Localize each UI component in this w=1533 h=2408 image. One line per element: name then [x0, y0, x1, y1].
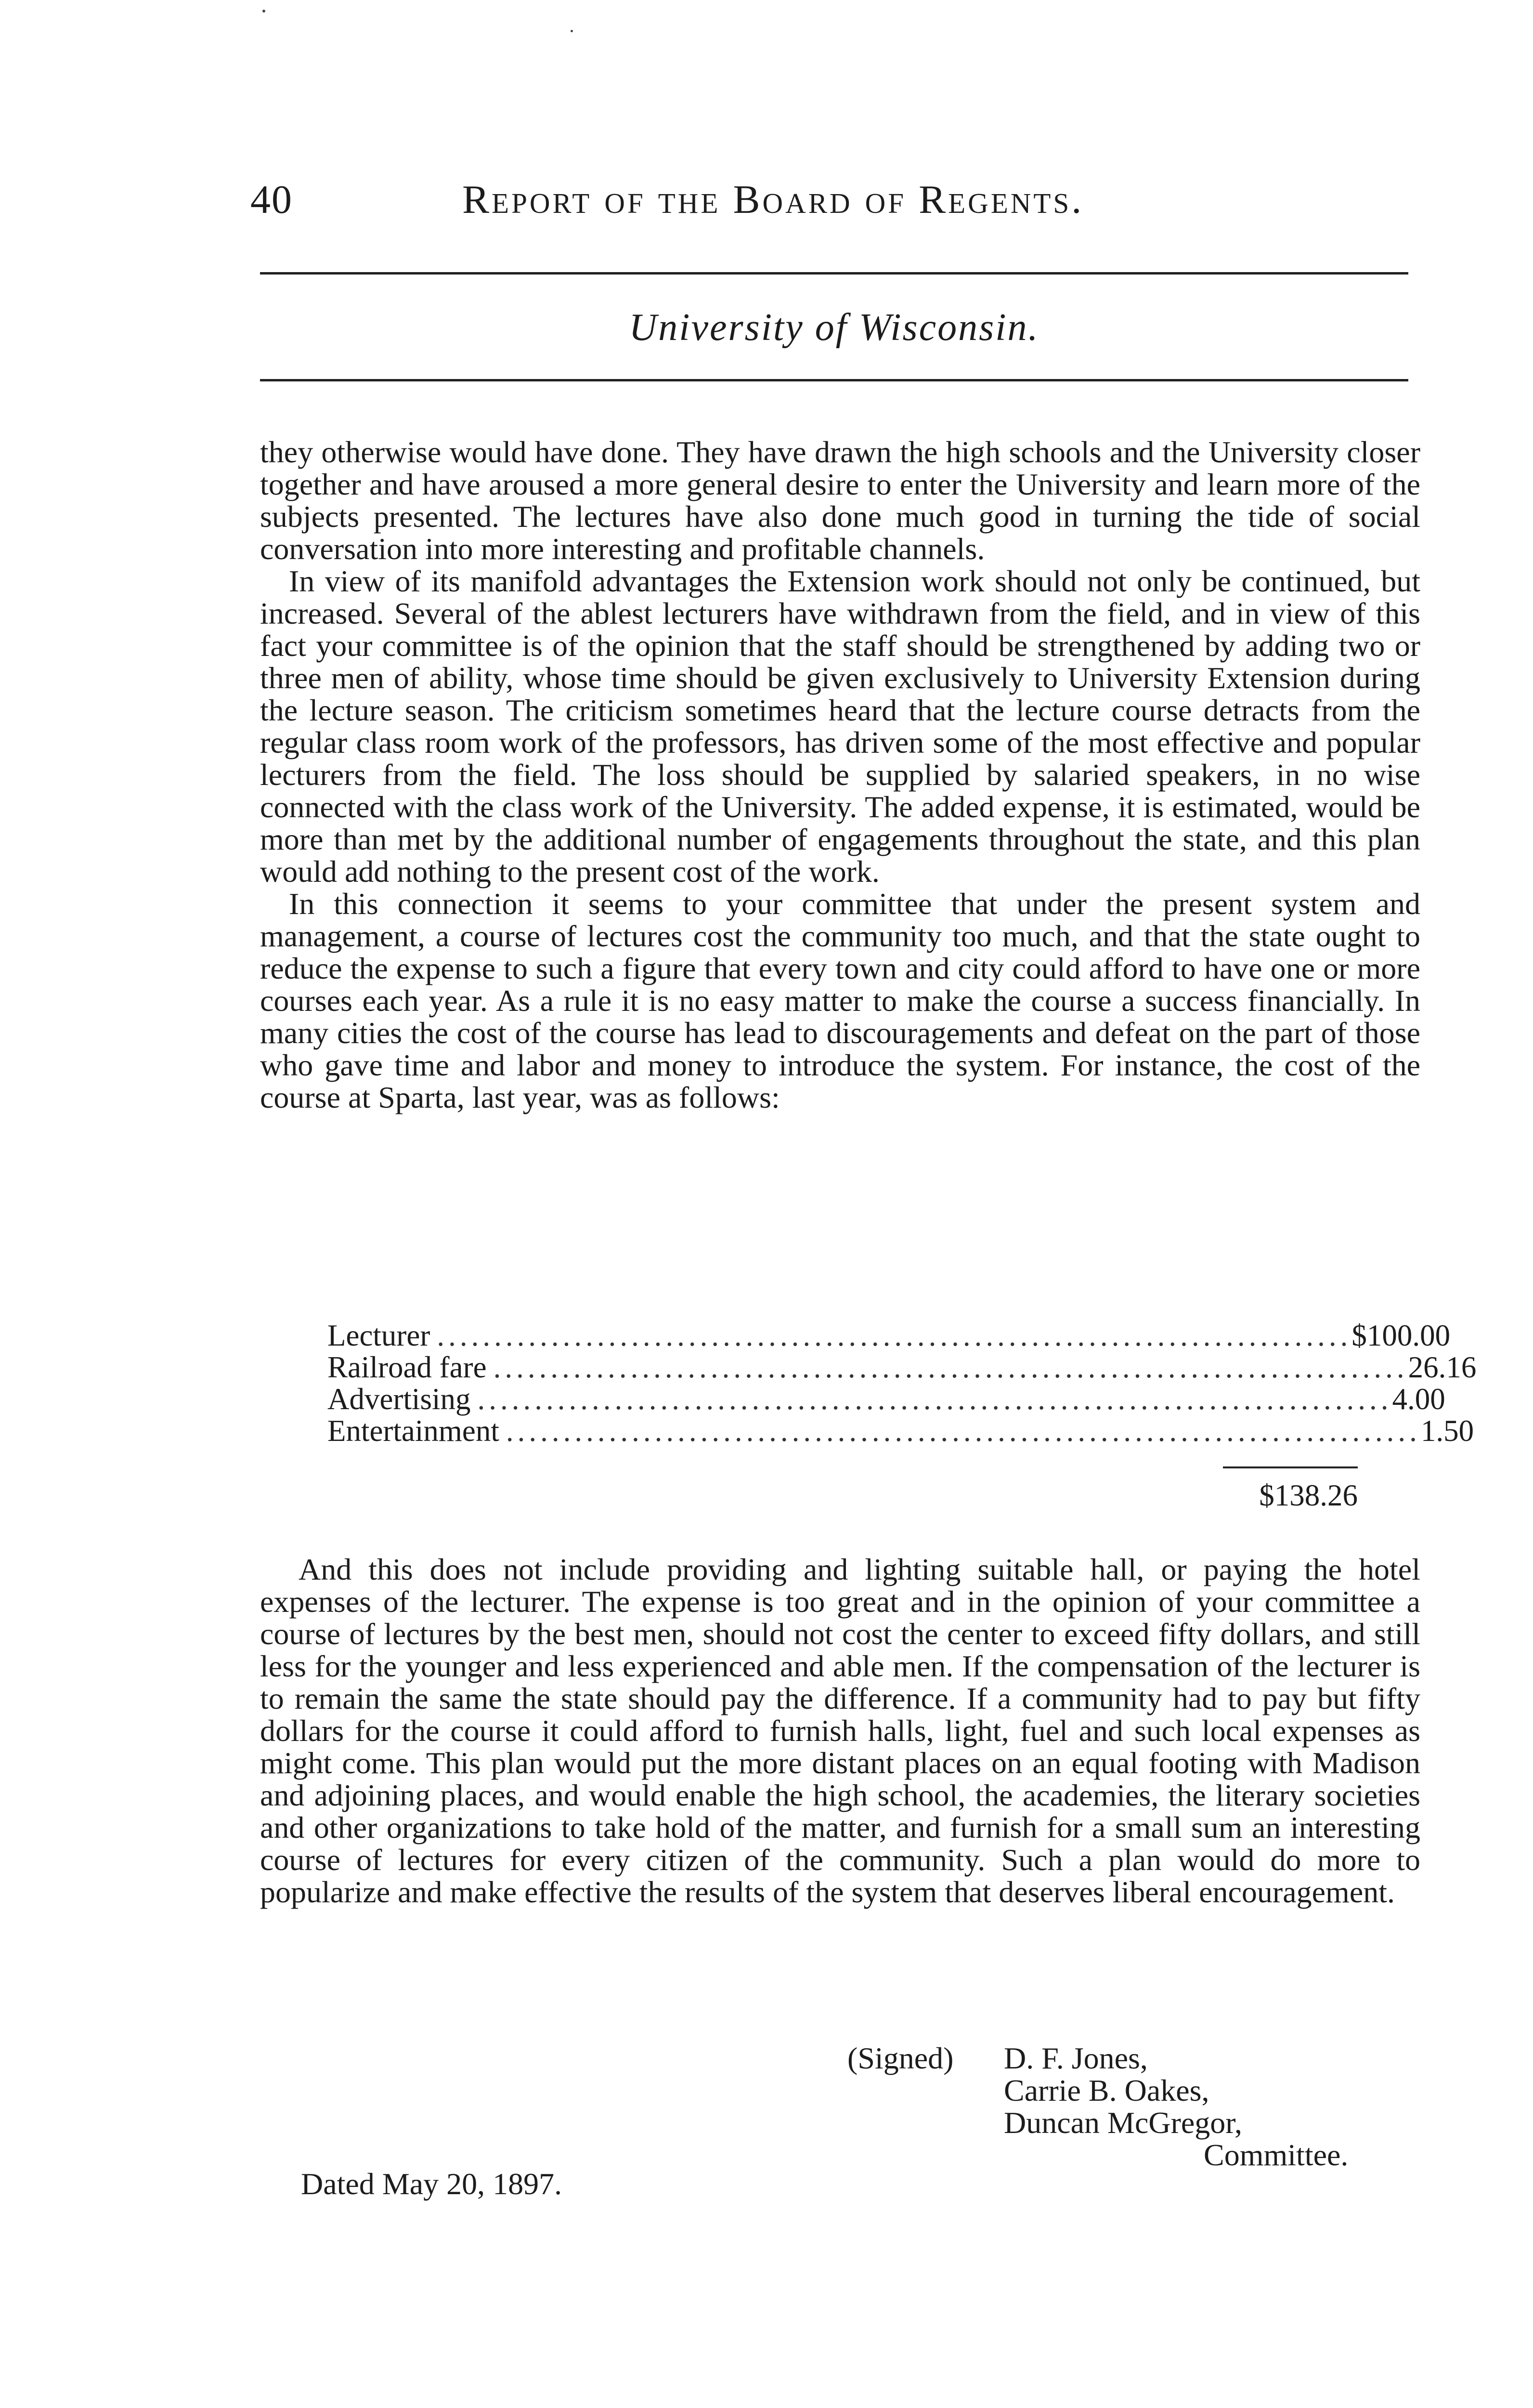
cost-label: Lecturer [327, 1319, 430, 1352]
header-rule-top [260, 272, 1408, 275]
cost-label: Railroad fare [327, 1350, 487, 1384]
cost-table [327, 1319, 1477, 1448]
paragraph: And this does not include providing and lighting suitable hall, or paying the hotel expenses of the lecturer. The expense is too great and in the opinion of your committee a course of lectures by the best men, should not cost the center to exceed fifty dollars, and still less for the younger and less experienced and able men. If the compensation of the lecturer is to remain the same the state should pay the difference. If a community had to pay but fifty dollars for the course it could afford to furnish halls, light, fuel and such local expenses as might come. This plan would put the more distant places on an equal footing with Madison and adjoining places, and would enable the high school, the academies, the literary societies and other organizations to take hold of the matter, and furnish for a small sum an interesting course of lectures for every citizen of the community. Such a plan would do more to popularize and make effective the results of the system that deserves liberal encouragement. [260, 1552, 1420, 1909]
cost-total: $138.26 [1259, 1479, 1358, 1512]
paragraph: they otherwise would have done. They have drawn the high schools and the University closer together and have aroused a more general desire to enter the University and learn more of the subjects presented. The lectures have also done much good in turning the tide of social conversation into more interesting and profitable channels. [260, 435, 1420, 566]
committee-label: Committee. [1204, 2138, 1349, 2172]
signature-line [847, 2042, 1377, 2074]
signatory-name: D. F. Jones, [1004, 2041, 1148, 2075]
dot-leader: ................................................................................ [477, 1382, 1392, 1416]
cost-row [327, 1319, 1451, 1352]
date-line: Dated May 20, 1897. [301, 2167, 562, 2201]
total-rule [1223, 1466, 1358, 1468]
cost-amount: 4.00 [1392, 1382, 1445, 1416]
body-text-lower [260, 1553, 1420, 1908]
cost-row [327, 1350, 1477, 1384]
print-speck [262, 10, 265, 13]
dot-leader: ................................................................................ [437, 1319, 1352, 1352]
signatory-name: Duncan McGregor, [1004, 2106, 1243, 2140]
cost-label: Entertainment [327, 1414, 499, 1448]
cost-row [327, 1382, 1445, 1416]
signature-line [847, 2139, 1377, 2171]
cost-amount: 1.50 [1420, 1414, 1474, 1448]
cost-amount: $100.00 [1351, 1319, 1451, 1352]
dot-leader: ................................................................................ [506, 1414, 1421, 1448]
body-text-upper [260, 436, 1420, 1113]
page-header [250, 171, 1416, 229]
running-title: Report of the Board of Regents. [462, 177, 1084, 222]
signature-block [847, 2042, 1377, 2171]
paragraph: In view of its manifold advantages the Extension work should not only be continued, but increased. Several of the ablest lecturers have withdrawn from the field, and in view of this fact your committee is of the opinion that the staff should be strengthened by adding two or three men of ability, whose time should be given exclusively to University Extension during the lecture season. The criticism sometimes heard that the lecture course detracts from the regular class room work of the professors, has driven some of the most effective and popular lecturers from the field. The loss should be supplied by salaried speakers, in no wise connected with the class work of the University. The added expense, it is estimated, would be more than met by the additional number of engagements throughout the state, and this plan would add nothing to the present cost of the work. [260, 564, 1420, 889]
signature-line [847, 2107, 1377, 2139]
signed-prefix: (Signed) [847, 2041, 954, 2075]
page-number: 40 [250, 177, 293, 222]
section-subtitle: University of Wisconsin. [629, 306, 1039, 349]
cost-amount: 26.16 [1408, 1350, 1477, 1384]
signature-line [847, 2074, 1377, 2107]
paragraph: In this connection it seems to your committee that under the present system and management, a course of lectures cost the community too much, and that the state ought to reduce the expense to such a figure that every town and city could afford to have one or more courses each year. As a rule it is no easy matter to make the course a success financially. In many cities the cost of the course has lead to discouragements and defeat on the part of those who gave time and labor and money to introduce the system. For instance, the cost of the course at Sparta, last year, was as follows: [260, 887, 1420, 1114]
dot-leader: ................................................................................ [493, 1350, 1408, 1384]
signatory-name: Carrie B. Oakes, [1004, 2073, 1209, 2107]
print-speck [571, 30, 573, 32]
cost-row [327, 1414, 1474, 1448]
header-rule-bottom [260, 379, 1408, 381]
cost-label: Advertising [327, 1382, 471, 1416]
